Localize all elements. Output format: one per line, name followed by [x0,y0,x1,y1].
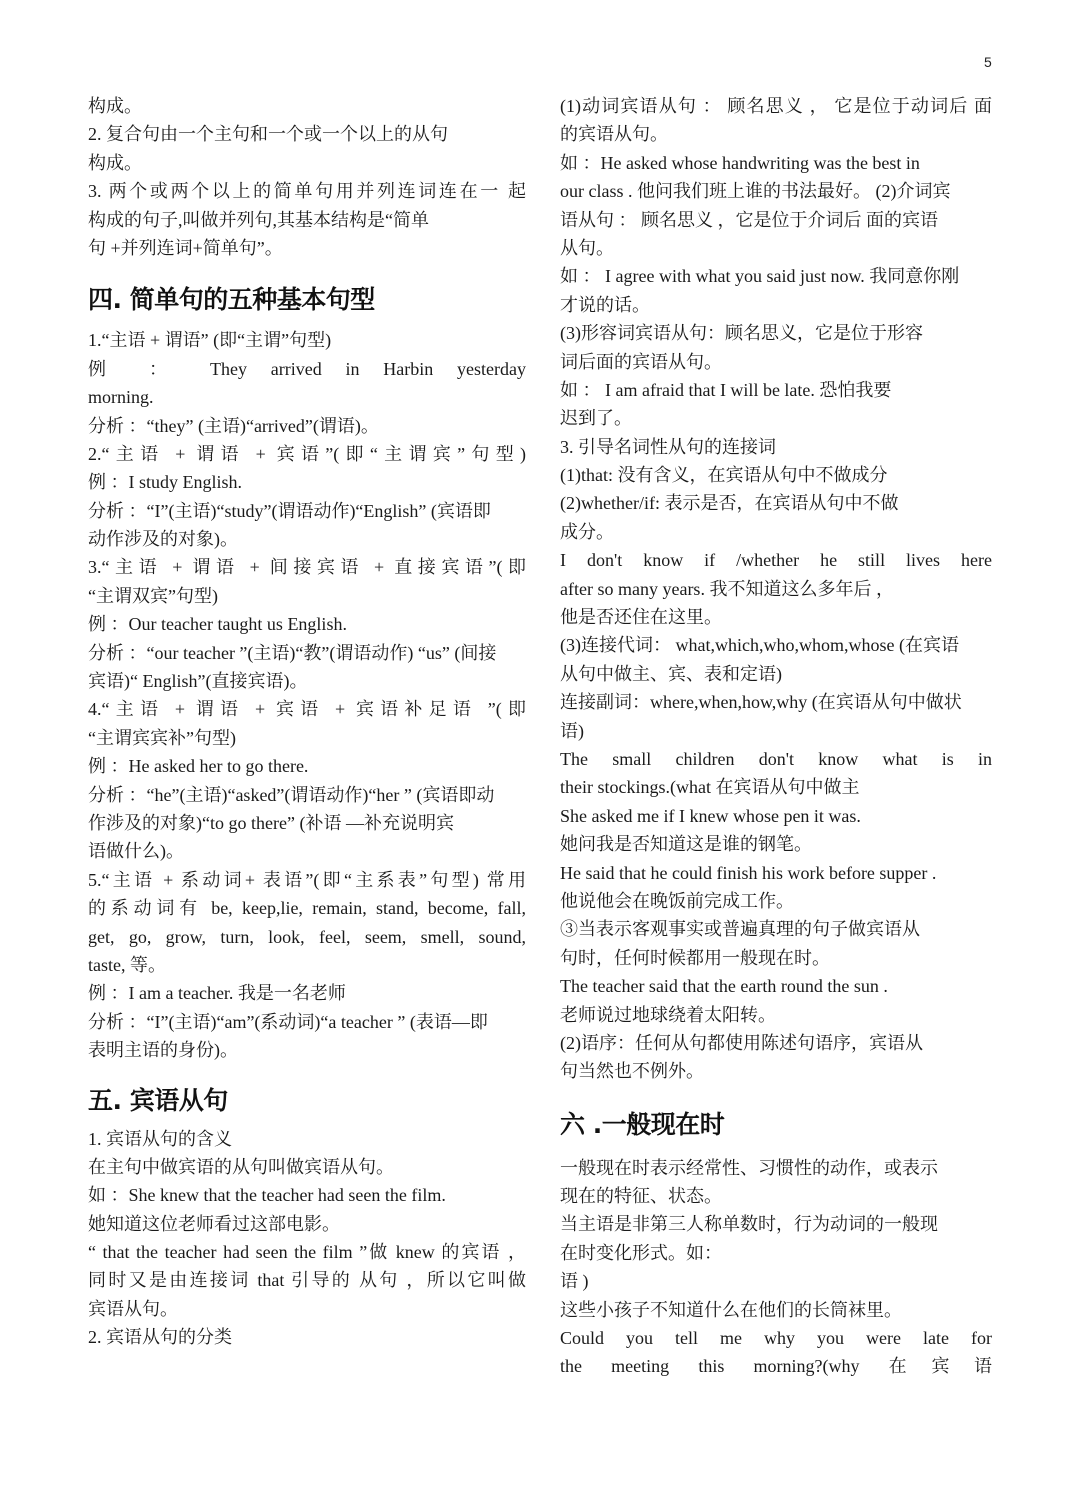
text-line: (1)that: 没有含义，在宾语从句中不做成分 [560,465,888,486]
section-6-heading: 六 .一般现在时 [560,1109,725,1139]
intro-block [88,92,526,262]
section-4-body [88,326,526,1064]
text-line: 成分。 [560,521,614,542]
text-line: 句 +并列连词+简单句”。 [88,237,283,258]
text-line: 例 ：I am a teacher. 我是一名老师 [88,983,346,1004]
text-line: “ that the teacher had seen the film ”做 knew 的宾语 ， [88,1242,526,1263]
text-line: 才说的话。 [560,294,650,315]
text-line: taste, 等。 [88,954,166,975]
text-line: 词后面的宾语从句。 [560,351,722,372]
text-line: 2. 复合句由一个主句和一个或一个以上的从句 [88,124,448,145]
text-line: 同时又是由连接词 that 引导的 从句 ，所以它叫做 [88,1270,526,1291]
text-line: their stockings.(what 在宾语从句中做主 [560,777,860,798]
section-5-body [88,1125,526,1352]
text-line: 1. 宾语从句的含义 [88,1128,232,1149]
text-line: 表明主语的身份)。 [88,1040,238,1061]
text-line: 在主句中做宾语的从句叫做宾语从句。 [88,1156,394,1177]
text-line: 例 ：I study English. [88,472,243,493]
text-line: 分析 ：“our teacher ”(主语)“教”(谓语动作) “us” (间接 [88,642,497,663]
text-line: She asked me if I knew whose pen it was. [560,805,861,826]
text-line: I don't know if /whether he still lives here [560,550,992,571]
text-line: 她问我是否知道这是谁的钢笔。 [560,834,812,855]
text-line: ③当表示客观事实或普遍真理的句子做宾语从 [560,919,920,940]
text-line: 一般现在时表示经常性、习惯性的动作，或表示 [560,1157,938,1178]
right-column [560,92,992,1381]
text-line: 分析 ：“they” (主语)“arrived”(谓语)。 [88,415,379,436]
text-line: 构成的句子,叫做并列句,其基本结构是“简单 [88,209,429,230]
text-line: 分析 ：“I”(主语)“am”(系动词)“a teacher ” (表语—即 [88,1011,488,1032]
text-line: 构成。 [88,96,142,116]
text-line: 如 ： I am afraid that I will be late. 恐怕我要 [560,379,892,400]
text-line: get, go, grow, turn, look, feel, seem, smell, sound, [88,926,526,947]
text-line: 语) [560,720,584,741]
text-line: 这些小孩子不知道什么在他们的长筒袜里。 [560,1299,902,1320]
text-line: He said that he could finish his work before supper . [560,862,937,883]
text-line: the meeting this morning?(why 在宾语 [560,1356,992,1377]
text-line: (2)语序：任何从句都使用陈述句语序，宾语从 [560,1032,923,1053]
text-line: 如 ：She knew that the teacher had seen the film. [88,1185,446,1206]
text-line: (3)连接代词： what,which,who,whom,whose (在宾语 [560,635,959,656]
text-line: 句当然也不例外。 [560,1061,704,1082]
section-6-body [560,1154,992,1381]
text-line: 如 ： I agree with what you said just now. 我同意你刚 [560,266,960,287]
text-line: 当主语是非第三人称单数时，行为动词的一般现 [560,1214,938,1235]
text-line: 例 ：He asked her to go there. [88,756,309,777]
text-line: 他说他会在晚饭前完成工作。 [560,890,794,911]
page-number: 5 [984,54,992,70]
text-line: 的系动词有 be, keep,lie, remain, stand, become, fall, [88,898,526,919]
text-line: 动作涉及的对象)。 [88,529,238,550]
text-line: 1.“主语 + 谓语” (即“主谓”句型) [88,330,332,351]
text-line: 从句中做主、宾、表和定语) [560,663,782,684]
text-line: 分析 ：“he”(主语)“asked”(谓语动作)“her ” (宾语即动 [88,784,495,805]
text-line: (2)whether/if: 表示是否，在宾语从句中不做 [560,493,899,514]
text-line: 现在的特征、状态。 [560,1186,722,1207]
text-line: 语从句 ： 顾名思义 ，它是位于介词后 面的宾语 [560,209,938,230]
text-line: 2. 宾语从句的分类 [88,1327,232,1348]
text-line: (1)动词宾语从句 ： 顾名思义 ， 它是位于动词后 面 [560,96,992,116]
text-line: 语 ) [560,1271,589,1292]
text-line: 3.“主语 + 谓语 + 间接宾语 + 直接宾语”(即 [88,557,526,578]
text-line: 构成。 [88,152,142,173]
text-line: 4.“主语 + 谓语 + 宾语 + 宾语补足语 ”(即 [88,699,526,720]
object-clause-types-block [560,92,992,1086]
text-line: 在时变化形式。如： [560,1242,722,1263]
section-5-heading: 五. 宾语从句 [88,1085,228,1115]
text-line: 2.“主语 + 谓语 + 宾语”(即“主谓宾”句型) [88,443,526,464]
text-line: morning. [88,387,154,408]
text-line: 宾语从句。 [88,1298,178,1319]
left-column [88,92,526,1352]
text-line: The teacher said that the earth round the sun . [560,976,888,997]
text-line: The small children don't know what is in [560,748,992,769]
text-line: 3. 两个或两个以上的简单句用并列连词连在一 起 [88,181,526,202]
text-line: 例 ： They arrived in Harbin yesterday [88,358,526,379]
text-line: “主谓宾宾补”句型) [88,727,236,748]
text-line: 的宾语从句。 [560,124,668,145]
text-line: 分析 ：“I”(主语)“study”(谓语动作)“English” (宾语即 [88,500,491,521]
text-line: 连接副词：where,when,how,why (在宾语从句中做状 [560,692,962,713]
text-line: 迟到了。 [560,408,632,429]
section-4-heading: 四. 简单句的五种基本句型 [88,285,375,315]
text-line: 如 ：He asked whose handwriting was the best in [560,152,920,173]
text-line: after so many years. 我不知道这么多年后 ， [560,578,894,599]
text-line: 老师说过地球绕着太阳转。 [560,1004,776,1025]
text-line: “主谓双宾”句型) [88,585,218,606]
text-line: Could you tell me why you were late for [560,1328,992,1349]
text-line: 句时，任何时候都用一般现在时。 [560,947,830,968]
text-line: 5.“主语 + 系动词+ 表语”(即“主系表”句型) 常用 [88,869,526,890]
text-line: 例 ：Our teacher taught us English. [88,614,347,635]
text-line: our class . 他问我们班上谁的书法最好。 (2)介词宾 [560,181,951,202]
text-line: (3)形容词宾语从句：顾名思义，它是位于形容 [560,323,923,344]
text-line: 她知道这位老师看过这部电影。 [88,1213,340,1234]
text-line: 3. 引导名词性从句的连接词 [560,436,776,457]
text-line: 从句。 [560,237,614,258]
text-line: 宾语)“ English”(直接宾语)。 [88,671,308,692]
text-line: 作涉及的对象)“to go there” (补语 —补充说明宾 [88,812,454,833]
text-line: 他是否还住在这里。 [560,607,722,628]
text-line: 语做什么)。 [88,841,184,862]
